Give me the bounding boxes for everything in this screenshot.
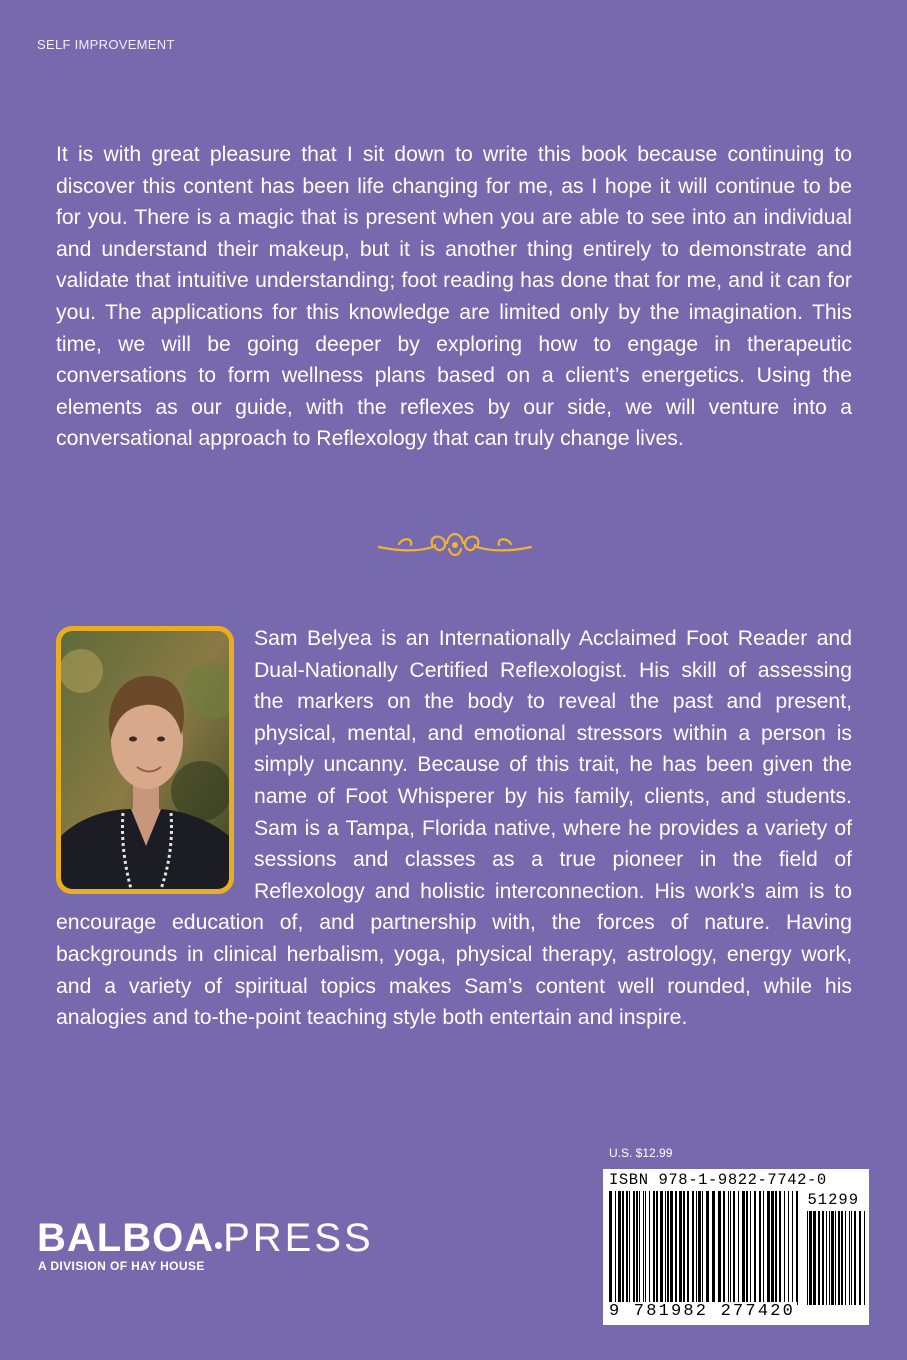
barcode-bar [683, 1191, 685, 1305]
barcode-bar [838, 1211, 840, 1305]
barcode-bar [728, 1191, 729, 1305]
barcode-bar [622, 1191, 624, 1305]
publisher-dot-icon [215, 1242, 222, 1249]
barcode-bar [636, 1191, 638, 1305]
barcode-bar [653, 1191, 655, 1305]
barcode-bar [759, 1191, 761, 1305]
barcode-bar [835, 1211, 836, 1305]
barcode-bar [629, 1191, 630, 1305]
barcode-bar [750, 1191, 751, 1305]
barcode-bar [679, 1191, 682, 1305]
barcode-bar [696, 1191, 697, 1305]
barcode-bar [730, 1191, 731, 1305]
barcode-bar [665, 1191, 666, 1305]
barcode-bar [626, 1191, 628, 1305]
publisher-logo [37, 1214, 374, 1262]
barcode-bar [822, 1211, 824, 1305]
barcode-bar [813, 1211, 816, 1305]
barcode-bar [831, 1211, 834, 1305]
barcode-bar [746, 1191, 748, 1305]
barcode-bar [667, 1191, 669, 1305]
barcode-bar [675, 1191, 677, 1305]
barcode-bar [851, 1211, 852, 1305]
barcode-bar [788, 1191, 789, 1305]
barcode-bar [712, 1191, 715, 1305]
price-code: 51299 [807, 1191, 859, 1209]
barcode-digits: 9 781982 277420 [609, 1302, 796, 1321]
publisher-division: A DIVISION OF HAY HOUSE [38, 1259, 205, 1273]
isbn-barcode [603, 1169, 869, 1325]
barcode-bar [859, 1211, 861, 1305]
barcode-bar [718, 1191, 721, 1305]
barcode-bar [775, 1191, 777, 1305]
barcode-bar [849, 1211, 850, 1305]
barcode-bar [639, 1191, 640, 1305]
author-bio-text: Sam Belyea is an Internationally Acclaimed Foot Reader and Dual-Nationally Certified Reflexologist. His skill of assessing the markers on the body to reveal the past and present, physical, mental, and emotional stressors within a person is simply uncanny. Because of this trait, he has been given the name of Foot Whisperer by his family, clients, and students. Sam is a Tampa, Florida native, where he provides a variety of sessions and classes as a true pioneer in the field of Reflexology and holistic interconnection. His work’s aim is to encourage education of, and partnership with, the forces of nature. Having backgrounds in clinical herbalism, yoga, physical therapy, astrology, energy work, and a variety of spiritual topics makes Sam’s content well rounded, while his analogies and to-the-point teaching style both entertain and inspire. [56, 627, 852, 1030]
barcode-bar [818, 1211, 820, 1305]
barcode-bar [660, 1191, 663, 1305]
barcode-bar [767, 1191, 770, 1305]
barcode-bar [792, 1191, 793, 1305]
barcode-bar [809, 1211, 812, 1305]
barcode-bar [656, 1191, 658, 1305]
barcode-bar [723, 1191, 725, 1305]
barcode-bar [754, 1191, 756, 1305]
barcode-bar [643, 1191, 644, 1305]
barcode-bar [771, 1191, 774, 1305]
category-label: SELF IMPROVEMENT [37, 37, 175, 52]
barcode-bar [854, 1211, 856, 1305]
barcode-bar [845, 1211, 846, 1305]
barcode-bar [687, 1191, 689, 1305]
flourish-ornament-icon [377, 525, 533, 565]
isbn-label: ISBN 978-1-9822-7742-0 [609, 1171, 827, 1189]
price-label: U.S. $12.99 [609, 1146, 673, 1160]
barcode-bar [609, 1191, 612, 1305]
barcode-bar [763, 1191, 764, 1305]
barcode-bar [807, 1211, 808, 1305]
barcode-bar [698, 1191, 701, 1305]
barcode-bar [618, 1191, 621, 1305]
book-blurb: It is with great pleasure that I sit down to write this book because continuing to discover this content has been life changing for me, as I hope it will continue to be for you. There is a magic that is present when you are able to see into an individual and understand their makeup, but it is another thing entirely to demonstrate and validate that intuitive understanding; foot reading has done that for me, and it can for you. The applications for this knowledge are limited only by the imagination. This time, we will be going deeper by exploring how to engage in therapeutic conversations to form wellness plans based on a client’s energetics. Using the elements as our guide, with the reflexes by our side, we will venture into a conversational approach to Reflexology that can truly change lives. [56, 143, 852, 451]
barcode-bar [615, 1191, 616, 1305]
barcode-bar [864, 1211, 865, 1305]
barcode-bar [784, 1191, 785, 1305]
barcode-bar [670, 1191, 673, 1305]
barcode-bar [738, 1191, 739, 1305]
barcode-bar [796, 1191, 798, 1305]
barcode-bar [779, 1191, 781, 1305]
barcode-bar [826, 1211, 827, 1305]
barcode-bar [706, 1191, 709, 1305]
barcode-bar [702, 1191, 703, 1305]
barcode-bar [692, 1191, 694, 1305]
barcode-bar [633, 1191, 635, 1305]
barcode-bar [733, 1191, 735, 1305]
publisher-name-light: PRESS [223, 1216, 374, 1260]
publisher-name-bold: BALBOA [37, 1216, 215, 1260]
author-bio [56, 623, 852, 1034]
barcode-bar [841, 1211, 843, 1305]
barcode-bar [829, 1211, 830, 1305]
barcode-bar [645, 1191, 646, 1305]
barcode-bar [742, 1191, 745, 1305]
barcode-bar [649, 1191, 650, 1305]
